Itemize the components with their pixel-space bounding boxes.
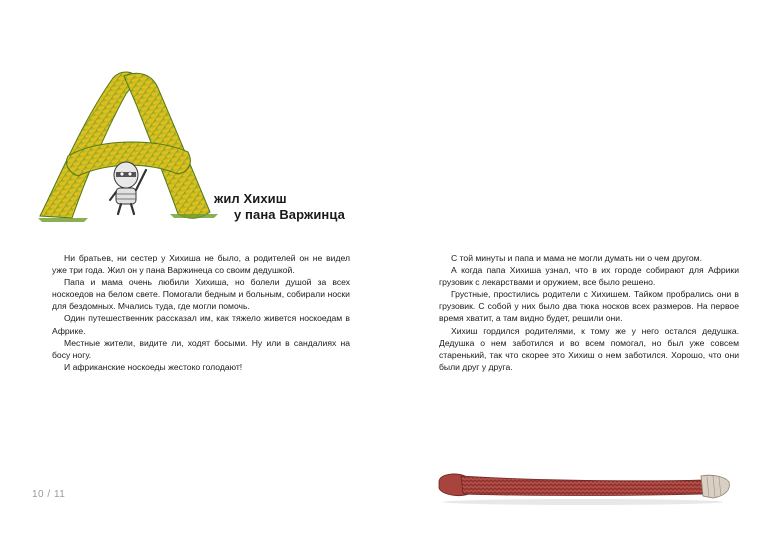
paragraph: Ни братьев, ни сестер у Хихиша не было, а родителей он не видел уже три года. Жил он у пана Варжинеца со своим дедушкой. xyxy=(52,253,350,276)
right-page xyxy=(385,0,770,554)
hihish-figure-icon xyxy=(110,162,146,214)
paragraph: И африканские носкоеды жестоко голодают! xyxy=(64,361,243,372)
left-text-column xyxy=(52,252,350,373)
heading-line-2: у пана Варжинца xyxy=(234,207,345,222)
page-numbers: 10 / 11 xyxy=(32,489,66,500)
right-text-column xyxy=(439,252,739,373)
long-sock-illustration xyxy=(433,468,735,508)
paragraph: Один путешественник рассказал им, как тяжело живется носкоедам в Африке. xyxy=(52,313,350,336)
paragraph: С той минуты и папа и мама не могли думать ни о чем другом. xyxy=(451,253,702,263)
paragraph: Грустные, простились родители с Хихишем. Тайком пробрались они в грузовик. С собой у них было два тюка носков всех размеров. На первое время хватит, а там видно будет, решили они. xyxy=(439,289,739,324)
paragraph: А когда папа Хихиша узнал, что в их городе собирают для Африки грузовик с лекарствами и оружием, все было решено. xyxy=(439,265,739,288)
paragraph: Папа и мама очень любили Хихиша, но болели душой за всех носкоедов на белом свете. Помогали бедным и больным, собирали носки для бездомных. Мчались туда, где могли помочь. xyxy=(52,277,350,312)
drop-cap-illustration xyxy=(28,60,228,230)
paragraph: Хихиш гордился родителями, к тому же у него остался дедушка. Дедушка о нем заботился и во всем помогал, но был уже совсем старенький, так что скорее это Хихиш о нем заботился. Хорошо, что они были друг у друга. xyxy=(439,325,739,372)
heading-line-1: жил Хихиш xyxy=(214,191,287,206)
paragraph: Местные жители, видите ли, ходят босыми. Ну или в сандалиях на босу ногу. xyxy=(52,337,350,360)
